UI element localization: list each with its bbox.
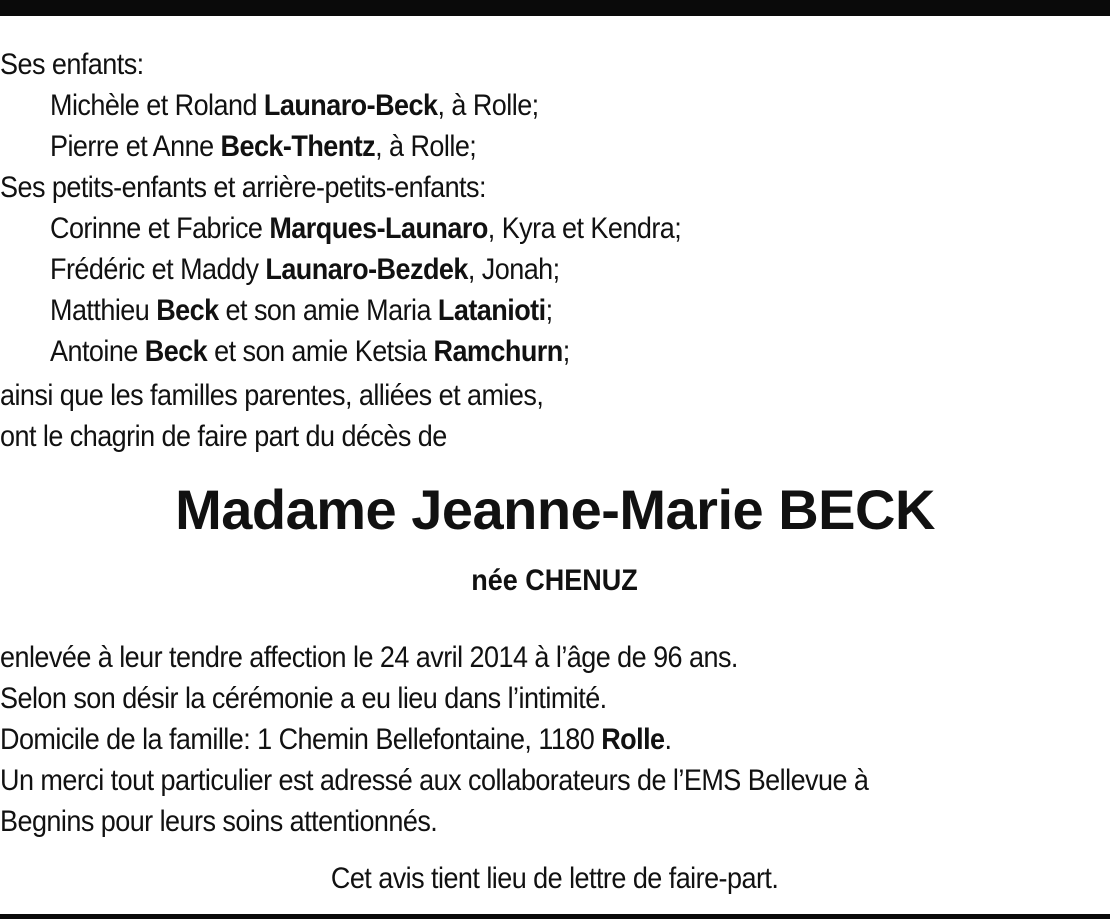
surname: Launaro-Beck (263, 89, 438, 122)
bottom-border (0, 914, 1110, 919)
body-line: enlevée à leur tendre affection le 24 avril 2014 à l’âge de 96 ans. (0, 641, 738, 674)
grandchild-entry: Antoine Beck et son amie Ketsia Ramchurn; (50, 335, 570, 368)
body-line: Selon son désir la cérémonie a eu lieu dans l’intimité. (0, 682, 607, 715)
surname: Marques-Launaro (269, 212, 488, 245)
surname: Ramchurn (433, 335, 563, 368)
grandchildren-heading: Ses petits-enfants et arrière-petits-enfants: (0, 171, 486, 204)
child-entry: Michèle et Roland Launaro-Beck, à Rolle; (50, 89, 539, 122)
grandchild-entry: Frédéric et Maddy Launaro-Bezdek, Jonah; (50, 253, 560, 286)
grandchild-entry: Corinne et Fabrice Marques-Launaro, Kyra et Kendra; (50, 212, 682, 245)
child-entry: Pierre et Anne Beck-Thentz, à Rolle; (50, 130, 477, 163)
families-line: ainsi que les familles parentes, alliées et amies, (0, 379, 544, 412)
surname: Launaro-Bezdek (265, 253, 468, 286)
deceased-name: Madame Jeanne-Marie BECK (175, 478, 935, 541)
surname: Beck (156, 294, 219, 327)
address-line: Domicile de la famille: 1 Chemin Bellefontaine, 1180 Rolle. (0, 723, 672, 756)
children-heading: Ses enfants: (0, 48, 144, 81)
body-line: Begnins pour leurs soins attentionnés. (0, 805, 438, 838)
maiden-name: née CHENUZ (471, 564, 639, 597)
city: Rolle (601, 723, 665, 756)
surname: Latanioti (437, 294, 546, 327)
announcement-line: ont le chagrin de faire part du décès de (0, 420, 447, 453)
surname: Beck-Thentz (220, 130, 376, 163)
surname: Beck (144, 335, 208, 368)
grandchild-entry: Matthieu Beck et son amie Maria Latanioti; (50, 294, 553, 327)
top-border (0, 0, 1110, 16)
body-line: Un merci tout particulier est adressé aux collaborateurs de l’EMS Bellevue à (0, 764, 869, 797)
closing-line: Cet avis tient lieu de lettre de faire-part. (331, 862, 779, 895)
